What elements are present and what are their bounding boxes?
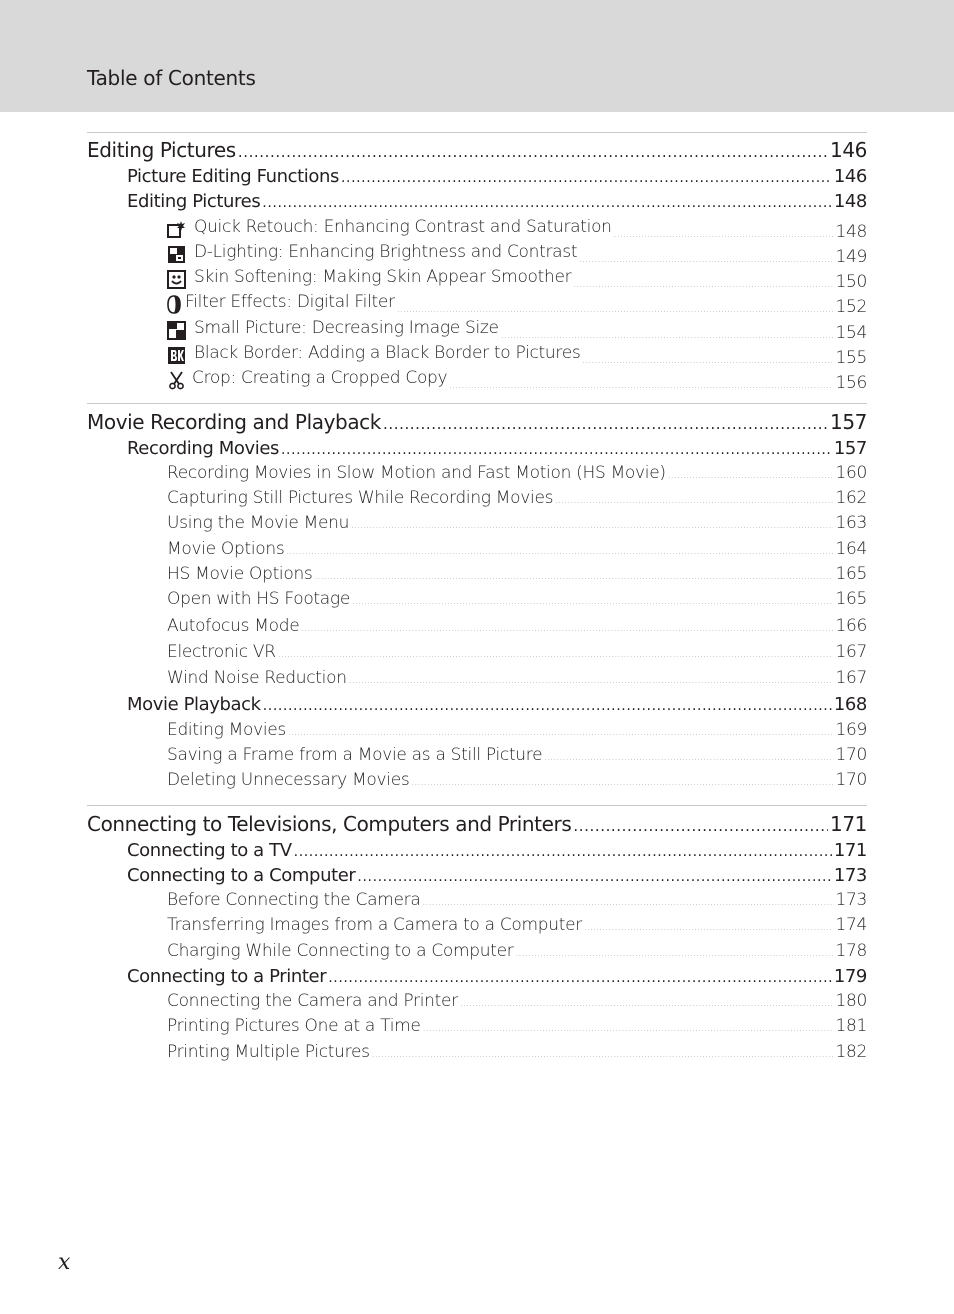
- toc-page-number: 174: [835, 915, 867, 935]
- toc-entry[interactable]: [167, 488, 867, 508]
- leader-dots: [614, 230, 834, 240]
- leader-dots: [352, 597, 833, 607]
- toc-page-number: 179: [833, 966, 867, 987]
- toc-page-number: 171: [833, 840, 867, 861]
- toc-entry-label: Connecting to a Printer: [127, 966, 327, 987]
- toc-entry[interactable]: [167, 770, 867, 790]
- toc-page-number: 146: [830, 138, 867, 162]
- toc-entry-label: Open with HS Footage: [167, 589, 350, 609]
- toc-page-number: 169: [835, 720, 867, 740]
- toc-page-number: 146: [833, 166, 867, 187]
- toc-entry-label: Crop: Creating a Cropped Copy: [192, 368, 448, 388]
- toc-entry-label: Skin Softening: Making Skin Appear Smoother: [194, 267, 572, 287]
- toc-page-number: 157: [833, 438, 867, 459]
- toc-entry[interactable]: [167, 915, 867, 935]
- toc-entry[interactable]: [127, 966, 867, 987]
- leader-dots: [281, 442, 832, 458]
- toc-entry-label: HS Movie Options: [167, 564, 313, 584]
- leader-dots: [423, 1024, 834, 1034]
- toc-page-number: 155: [835, 347, 867, 368]
- toc-page-number: 167: [835, 642, 867, 662]
- toc-entry[interactable]: [167, 343, 867, 368]
- toc-entry[interactable]: [167, 991, 867, 1011]
- toc-section-editing-pictures[interactable]: [87, 138, 867, 162]
- toc-entry-label: Editing Pictures: [87, 138, 236, 162]
- toc-entry-label: Capturing Still Pictures While Recording Movies: [167, 488, 554, 508]
- toc-entry[interactable]: [167, 318, 867, 343]
- toc-entry-label: Connecting the Camera and Printer: [167, 991, 458, 1011]
- quick-retouch-icon: [167, 220, 186, 239]
- leader-dots: [288, 728, 833, 738]
- toc-entry-label: Small Picture: Decreasing Image Size: [194, 318, 499, 338]
- leader-dots: [573, 280, 833, 290]
- toc-entry[interactable]: [167, 1042, 867, 1062]
- toc-entry[interactable]: [167, 368, 867, 393]
- leader-dots: [286, 547, 833, 557]
- leader-dots: [422, 898, 833, 908]
- toc-page-number: 150: [835, 271, 867, 292]
- toc-entry[interactable]: [127, 438, 867, 459]
- leader-dots: [573, 817, 828, 835]
- toc-entry-label: Filter Effects: Digital Filter: [185, 292, 395, 312]
- toc-entry-label: Connecting to Televisions, Computers and Printers: [87, 812, 572, 836]
- toc-entry[interactable]: [167, 668, 867, 688]
- leader-dots: [278, 650, 834, 660]
- toc-entry[interactable]: [127, 191, 867, 212]
- toc-page-number: 148: [835, 221, 867, 242]
- toc-page-number: 154: [835, 322, 867, 343]
- leader-dots: [584, 923, 833, 933]
- toc-page-number: 165: [835, 564, 867, 584]
- leader-dots: [349, 676, 834, 686]
- toc-page-number: 166: [835, 616, 867, 636]
- toc-page-number: 160: [835, 463, 867, 483]
- toc-entry[interactable]: [127, 166, 867, 187]
- toc-entry-label: Recording Movies: [127, 438, 279, 459]
- toc-entry-label: Saving a Frame from a Movie as a Still Picture: [167, 745, 543, 765]
- leader-dots: [668, 471, 834, 481]
- toc-entry[interactable]: [167, 539, 867, 559]
- toc-entry-label: Movie Recording and Playback: [87, 410, 381, 434]
- leader-dots: [460, 999, 834, 1009]
- toc-entry-label: Recording Movies in Slow Motion and Fast Motion (HS Movie): [167, 463, 666, 483]
- header-band: [0, 0, 954, 112]
- toc-page-number: 180: [835, 991, 867, 1011]
- toc-entry[interactable]: [167, 267, 867, 292]
- leader-dots: [544, 753, 833, 763]
- leader-dots: [555, 496, 833, 506]
- toc-entry-label: Connecting to a TV: [127, 840, 292, 861]
- toc-entry-label: Printing Multiple Pictures: [167, 1042, 370, 1062]
- toc-entry[interactable]: [167, 745, 867, 765]
- toc-entry[interactable]: [167, 564, 867, 584]
- skin-softening-icon: [167, 270, 186, 289]
- toc-entry[interactable]: [167, 463, 867, 483]
- toc-entry-label: Autofocus Mode: [167, 616, 300, 636]
- page-number: x: [58, 1250, 71, 1275]
- toc-entry-label: Movie Options: [167, 539, 285, 559]
- toc-page-number: 173: [835, 890, 867, 910]
- leader-dots: [238, 143, 828, 161]
- leader-dots: [301, 624, 833, 634]
- leader-dots: [501, 331, 834, 341]
- toc-page-number: 165: [835, 589, 867, 609]
- leader-dots: [411, 778, 833, 788]
- toc-entry-label: Charging While Connecting to a Computer: [167, 941, 514, 961]
- toc-entry-label: Picture Editing Functions: [127, 166, 339, 187]
- toc-entry[interactable]: [127, 865, 867, 886]
- leader-dots: [357, 869, 831, 885]
- toc-page-number: 170: [835, 745, 867, 765]
- toc-entry[interactable]: [127, 840, 867, 861]
- leader-dots: [315, 572, 834, 582]
- page-header-title: Table of Contents: [87, 66, 256, 90]
- section-divider: [87, 805, 867, 806]
- toc-entry[interactable]: [167, 616, 867, 636]
- leader-dots: [372, 1050, 834, 1060]
- toc-page-number: 167: [835, 668, 867, 688]
- small-picture-icon: [167, 321, 186, 340]
- toc-entry[interactable]: [127, 694, 867, 715]
- toc-entry-label: D-Lighting: Enhancing Brightness and Contrast: [194, 242, 578, 262]
- toc-page-number: 173: [833, 865, 867, 886]
- filter-effects-icon: [167, 295, 181, 314]
- leader-dots: [341, 170, 832, 186]
- toc-section-connecting[interactable]: [87, 812, 867, 836]
- toc-entry[interactable]: [167, 292, 867, 317]
- toc-entry[interactable]: [167, 217, 867, 242]
- toc-entry-label: Printing Pictures One at a Time: [167, 1016, 421, 1036]
- leader-dots: [579, 255, 833, 265]
- toc-entry-label: Using the Movie Menu: [167, 513, 350, 533]
- toc-entry-label: Wind Noise Reduction: [167, 668, 347, 688]
- toc-page-number: 148: [833, 191, 867, 212]
- d-lighting-icon: [167, 245, 186, 264]
- toc-page-number: 156: [835, 372, 867, 393]
- leader-dots: [262, 195, 832, 211]
- toc-entry-label: Transferring Images from a Camera to a Computer: [167, 915, 582, 935]
- leader-dots: [582, 356, 833, 366]
- toc-entry-label: Movie Playback: [127, 694, 261, 715]
- toc-page-number: 178: [835, 941, 867, 961]
- toc-entry[interactable]: [167, 890, 867, 910]
- toc-page-number: 170: [835, 770, 867, 790]
- leader-dots: [515, 949, 833, 959]
- leader-dots: [294, 844, 832, 860]
- toc-page-number: 152: [835, 296, 867, 317]
- leader-dots: [397, 305, 834, 315]
- crop-icon: [167, 371, 186, 390]
- toc-entry-label: Black Border: Adding a Black Border to Pictures: [194, 343, 581, 363]
- toc-entry[interactable]: [167, 589, 867, 609]
- toc-page-number: 163: [835, 513, 867, 533]
- toc-entry-label: Connecting to a Computer: [127, 865, 356, 886]
- toc-page-number: 168: [833, 694, 867, 715]
- toc-entry-label: Quick Retouch: Enhancing Contrast and Saturation: [194, 217, 612, 237]
- toc-entry[interactable]: [167, 1016, 867, 1036]
- toc-section-movie-recording[interactable]: [87, 410, 867, 434]
- toc-entry[interactable]: [167, 720, 867, 740]
- section-divider: [87, 403, 867, 404]
- toc-entry-label: Editing Movies: [167, 720, 286, 740]
- leader-dots: [449, 381, 833, 391]
- toc-entry-label: Before Connecting the Camera: [167, 890, 421, 910]
- toc-entry-label: Electronic VR: [167, 642, 276, 662]
- toc-page-number: 157: [830, 410, 867, 434]
- toc-entry[interactable]: [167, 242, 867, 267]
- toc-page-number: 162: [835, 488, 867, 508]
- toc-page-number: 149: [835, 246, 867, 267]
- black-border-icon: [167, 346, 186, 365]
- toc-entry[interactable]: [167, 642, 867, 662]
- leader-dots: [383, 415, 828, 433]
- toc-page-number: 181: [835, 1016, 867, 1036]
- toc-entry[interactable]: [167, 513, 867, 533]
- toc-entry-label: Editing Pictures: [127, 191, 261, 212]
- toc-page-number: 164: [835, 539, 867, 559]
- section-divider: [87, 132, 867, 133]
- toc-page-number: 171: [830, 812, 867, 836]
- toc-page-number: 182: [835, 1042, 867, 1062]
- toc-entry[interactable]: [167, 941, 867, 961]
- leader-dots: [263, 698, 832, 714]
- leader-dots: [351, 521, 833, 531]
- leader-dots: [328, 970, 832, 986]
- toc-entry-label: Deleting Unnecessary Movies: [167, 770, 410, 790]
